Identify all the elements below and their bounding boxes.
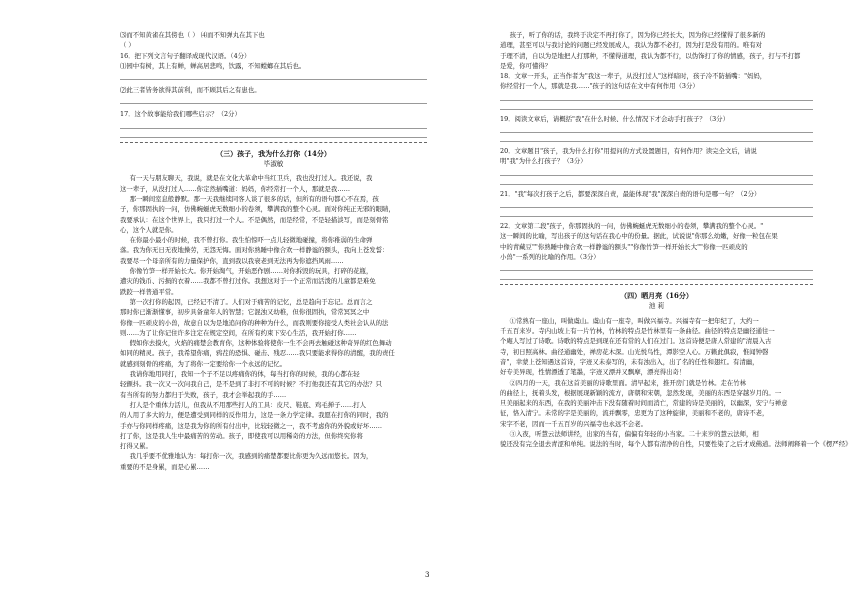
passage-line: 这一辈子，从没打过人……你定然插嘴道：妈妈，你经常打一个人，那就是我……	[120, 184, 351, 193]
passage-line: 我要承认：在这个世界上，我只打过一个人。不是偶然，而是经常，不是轻描淡写，而是刻骨铭	[120, 215, 389, 224]
passage-line: 那一瞬间室息般静默。那一天我继续同客人谈了很多的话，但所有的语句都心不在焉，孩	[129, 194, 379, 203]
q16-sentence-2: ⑵此三者皆务欲得其前利，而不顾其后之有患也。	[120, 86, 261, 95]
passage-line: 旦美丽起来的东西，在我的美丽冲击下没有随着时间而消亡，常建的诗是美丽的，以幽深，安宁与禅意	[500, 399, 788, 408]
passage-line: 如同的精灵。孩子，我希望你痛，鸦茬的恐惧、碰击、残忍……我只要能求得你的清醒，我的责任	[120, 349, 395, 358]
section3-title: （三）孩子，我为什么打你（14分）	[216, 148, 331, 158]
passage-line: 貌还没有完全退去青涩和单纯。说法的当时，每个人都有清净的自性，只要性染了之后才成佛道。法师阐释着一个《楞严经》	[500, 440, 852, 449]
q19-prompt: 19．阅读文章后，请概括"我"在什么时候、什么情况下才会动手打孩子？（3分）	[500, 114, 729, 123]
passage-line: 心，这个人就是你。	[120, 225, 178, 234]
passage-line: 打得又累。	[120, 442, 152, 451]
passage-line: 跌跤一样普通平常。	[120, 287, 178, 296]
left-column	[120, 30, 427, 472]
q22-prompt-cont: 中的青藏豆""你熟睡中像合欢一样静谧的额头""你像竹笋一样开始长大""你像一匹顽皮的	[500, 242, 748, 251]
passage-line: 落。我为你无日无夜地操劳，无怨无悔。面对你熟睡中像合欢一样静谧的额头，我向上苍发誓：	[120, 246, 389, 255]
q18-prompt-cont: 你经常打一个人，那就是我……"孩子的这句话在文中有何作用（3分）	[500, 82, 699, 91]
q18-prompt: 18．文章一开头，正当作者为"我这一辈子，从没打过人"这样暗时，孩子冷不防插嘴："妈妈，	[500, 72, 767, 81]
answer-line[interactable]	[500, 106, 813, 110]
passage-line: 则……为了让你记住许多注定在规定空间，在所有约束下安心生活，我开始打你……	[120, 328, 357, 337]
passage-line: 你像一匹顽皮的小兽，故意自以为是地追问你的种种为什么，而我则要你接受人类社会认从的法	[120, 318, 389, 327]
q17-prompt: 17．这个故事能给我们哪些启示？（2分）	[120, 110, 241, 119]
passage-line: 千五百来岁。寺内山坡上有一片竹林，竹林的特点是竹林里有一条曲径。曲径的特点是幽径通往一	[500, 327, 775, 336]
passage-line: 遭灾的钱币、污损的衣着……我都不曾打过你。我想这对于一个正常而活泼的儿童都是难免	[120, 277, 376, 286]
answer-line[interactable]	[120, 97, 427, 104]
passage-line: ③入夜，听慧云法师讲经，出家的当有，偏偏有年轻的小当家。二十来岁的慧云法师，相	[509, 430, 759, 439]
section3-author: 毕淑敏	[263, 160, 284, 169]
passage-line: 于理不清，自以为是地把人打那种，不懂得道理，我认为都不行，以伪饰打了你的情感，孩子，打与不打都	[500, 51, 801, 60]
passage-line: 道理，甚至可以与我讨论的问题已经发展成人，我认为都不必打，因为打是没有用的。唯有对	[500, 41, 763, 50]
passage-line: 音"，幸蒙上苍知遇这首诗，字迹又未泰写的，未有浊出入，出了名的任性和翅红。有清幽，	[500, 357, 759, 366]
passage-line: 子，你那固执的一问，仿佛蜿蜒虎无数细小的卷须，攀满我的整个心灵。面对你纯正无邪的眼睛，	[120, 205, 395, 214]
q15-line-2: （ ）	[120, 41, 135, 50]
page-number: 3	[425, 571, 430, 579]
passage-line: 手亦与你同样疼痛，这是我为你的所有付出中，比较轻微之一，我不考虑你的外貌或好坏……	[120, 421, 383, 430]
answer-line[interactable]	[500, 181, 813, 185]
q22-prompt: 22．文章第二段"孩子，你那固执的一问，仿佛蜿蜒虎无数细小的卷须，攀满我的整个心灵。"	[500, 221, 764, 230]
passage-line: 你像竹笋一样开始长大。你开始淘气，开始恶作剧……对你拆毁的玩具，打碎的花瓶，	[129, 267, 373, 276]
passage-line: 就感到刻骨的疼痛，为了将你一定要给你一个永远的记忆。	[120, 359, 287, 368]
passage-line: 宋字不老，因而一千五百岁的兴福寺也永远不会老。	[500, 419, 647, 428]
passage-line: 轻颤抖。我一次又一次问我自己，是不是到了非打不可的时候？不打他我还有其它的办法？只	[120, 380, 383, 389]
answer-line[interactable]	[500, 126, 813, 133]
passage-line: 有当所有的努力都归于失败，孩子，我才会举起我的手……	[120, 390, 287, 399]
passage-line: 好专美异现，性情漂透了笔墨，字迹又漂并又飘摩，漂亮得出奇！	[500, 368, 686, 377]
q20-prompt: 20．文章题目"孩子，我为什么打你"用提问的方式设置题目，有何作用？读完全文后，请说	[500, 147, 757, 156]
right-column	[500, 30, 852, 450]
q22-prompt-cont: 小兽"一系列的比喻的作用。（3分）	[500, 252, 600, 261]
passage-line: 我几乎要不优雅地认为：每打你一次，我感到的痛楚都要比你更为久远而悠长。因为，	[129, 452, 373, 461]
passage-line: 在你最小最小的时候，我不曾打你。我生怕惊吓一点儿轻微地碰撞，将你稚弱的生命弹	[129, 236, 373, 245]
passage-line: 孩子，听了你的话，我终于决定不再打你了，因为你已经长大，因为你已经懂得了很多新的	[509, 31, 766, 39]
passage-line: ②四月的一天，我在这首美丽的诗歌里面。清早起来，推开房门就是竹林。走在竹林	[509, 378, 747, 387]
q20-prompt-cont: 明"我"为什么打孩子？（3分）	[500, 157, 587, 166]
passage-line: 打了你，这是我人生中最痛苦的劳动。孩子，即使我可以用稀奇的方法，但你终究你将	[120, 431, 363, 440]
passage-line: 是爱，你可懂得？	[500, 61, 552, 70]
q21-prompt: 21．"我"每次打孩子之后，都要深深自责，最能体现"我"深深自责的语句是哪一句？（2分）	[500, 189, 761, 198]
answer-line[interactable]	[500, 94, 813, 101]
passage-line: 的曲径上，抚着头发，根据展现新颖的流方，唐朝和宋朝，忽然发现，美丽的东西是穿越岁月的。一	[500, 388, 782, 397]
passage-line: 打人是个重体力活儿，但我从不用那些打人的工具：皮尺、鞋底、鸡毛掸子……打人	[129, 400, 367, 409]
passage-line: 我请你地用同打，我知一个子不足以疼痛你的体，每当打你的时候，我的心都在轻	[129, 370, 360, 379]
answer-line[interactable]	[500, 169, 813, 176]
answer-line[interactable]	[500, 213, 813, 217]
passage-line: 有一天与朋友聊天，我说，就是在文化大革命中当红卫兵，我也没打过人。我还说，我	[129, 174, 373, 183]
answer-line[interactable]	[500, 138, 813, 142]
q16-sentence-1: ⑴园中有树，其上有蝉，蝉高居悲鸣，饮露，不知螳螂在其后也。	[120, 61, 306, 70]
q16-prompt: 16．把下列文言句子翻译成现代汉语。（4分）	[120, 51, 251, 60]
section3-passage	[120, 173, 427, 472]
section4-author: 池 莉	[648, 302, 665, 311]
passage-line: 重要的不是身累，而是心累……	[120, 462, 210, 471]
passage-line: 第一次打你的起因，已经记不清了。人们对于痛苦的记忆，总是趋向于忘记。总而言之	[129, 297, 373, 306]
answer-line[interactable]	[500, 276, 813, 280]
answer-line[interactable]	[120, 73, 427, 80]
answer-line[interactable]	[500, 264, 813, 271]
passage-line: ①常熟有一座山，叫做虞山。虞山有一座寺，叫做兴福寺。兴福寺有一把年纪了，大约一	[509, 316, 759, 325]
passage-line: 个庵人写过了诗歌。诗歌的特点是到现在还有常的人们在过门。这首诗便是唐人常建的"清晨入古	[500, 337, 772, 346]
passage-line: 征，恪入清宁。未常的字是美丽的，流并飘零，忠更为了这种旋律，美丽和不老的，唐诗不老，	[500, 409, 769, 418]
q22-prompt-cont: 这一瞬间的比喻，写出孩子的这句话在我心中的份量。据此，试说说"你那么幼嫩，好像一粒包在果	[500, 232, 778, 241]
passage-line: 那时你已渐渐懂事，初步具备童年人的智慧；它混浊又幼稚，但你很固执，常常冥冥之中	[120, 308, 370, 317]
passage-line: 我要尽一个母亲所有的力量保护你，直到我以我衰老到无法再为你遮挡风雨……	[120, 256, 344, 265]
passage-line: 假如你去摸火，火焰的痛楚会教育你，这种体验将使你一生不会再去触碰这种奇异的红色舞动	[129, 339, 392, 348]
section4-passage	[500, 316, 852, 450]
answer-line[interactable]	[120, 122, 427, 129]
divider	[120, 142, 427, 143]
q15-line-1: ⑶而不知黄雀在其傍也（ ） ⑷而不知弹丸在其下也	[120, 31, 265, 39]
answer-line[interactable]	[500, 201, 813, 208]
passage-line: 寺，初日照高林。曲径通幽处，禅房花木深。山光悦鸟性，潭影空人心。万籁此俱寂，惟闻钟磬	[500, 347, 769, 356]
passage-line: 的人用了多大的力，便是遭受到同样的反作用力，这是一条力学定律。我愿在打你的同时，我的	[120, 411, 389, 420]
divider	[500, 284, 813, 285]
answer-line[interactable]	[120, 134, 427, 138]
section4-title: （四）晒月亮（16分）	[620, 291, 693, 301]
